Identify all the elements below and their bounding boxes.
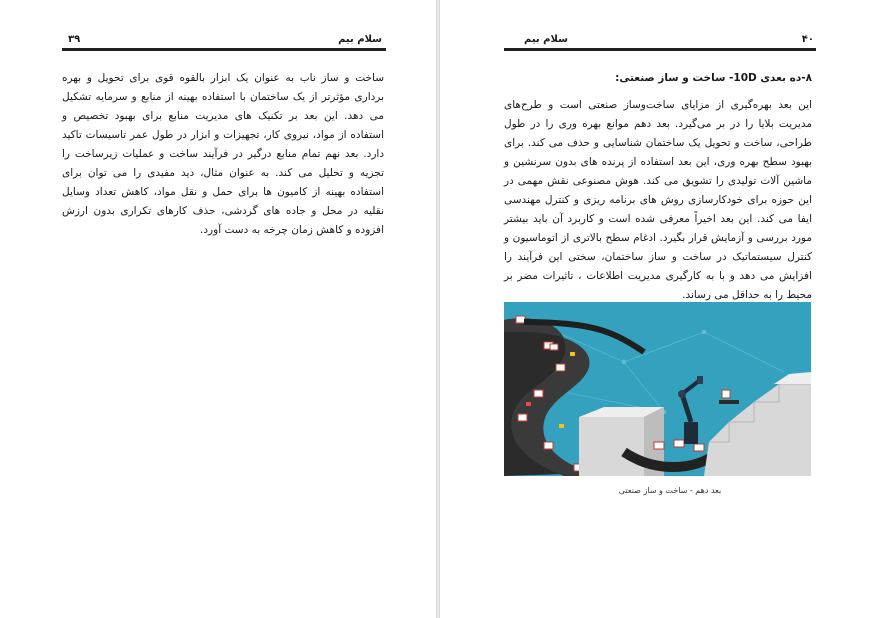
right-header-rule — [504, 48, 816, 51]
left-page-number: ۳۹ — [68, 34, 81, 45]
left-header-rule — [62, 48, 386, 51]
right-header-title: سلام بیم — [524, 34, 568, 45]
right-page-number: ۴۰ — [801, 34, 814, 45]
right-page — [440, 0, 874, 618]
left-body-paragraph: ساخت و ساز ناب به عنوان یک ابزار بالقوه قوی برای تحویل و بهره برداری مؤثرتر از یک ساختمان با استفاده بهینه از منابع و سرمایه تشکیل می دهد. این بعد بر تکنیک های مدیریت منابع برای بهبود تخصیص و استفاده از مواد، نیروی کار، تجهیزات و ابزار در طول عمر تاسیسات تاکید دارد. بعد نهم تمام منابع درگیر در فرآیند ساخت و عملیات زیرساخت را تجزیه و تحلیل می کند. به عنوان مثال، دید مفیدی را می توان برای استفاده بهینه از کامیون ها برای حمل و نقل مواد، کاهش تعداد وسایل نقلیه در محل و جاده های گردشی، حذف کارهای تکراری بدون ارزش افزوده و کاهش زمان چرخه به دست آورد. — [62, 72, 384, 236]
left-page-header — [62, 34, 386, 48]
factory-illustration-svg — [504, 302, 811, 476]
right-body-paragraph: این بعد بهره‌گیری از مزایای ساخت‌وساز صنعتی است و طرح‌های مدیریت بلایا را در بر می‌گیرد. بعد دهم موانع بهره وری را در طول طراحی، ساخت و تحویل یک ساختمان شناسایی و حذف می کند. برای بهبود سطح بهره وری، این بعد استفاده از پرنده های بدون سرنشین و ماشین آلات تولیدی را تشویق می کند. هوش مصنوعی نقش مهمی در این حوزه برای خودکارسازی روش های برنامه ریزی و کنترل مهندسی ایفا می کند. این بعد اخیراً معرفی شده است و کاربرد آن باید بیشتر مورد بررسی و آزمایش قرار بگیرد. ادغام سطح بالاتری از اتوماسیون و کنترل سیستماتیک در ساخت و ساز ساختمان، سختی این فرآیند را افزایش می دهد و با به کارگیری مدیریت اطلاعات ، تاثیرات مضر بر محیط را به حداقل می رساند. — [504, 99, 812, 301]
left-page — [0, 0, 436, 618]
section-title: ۸-ده بعدی 10D- ساخت و ساز صنعتی: — [615, 72, 812, 84]
right-page-header — [504, 34, 816, 48]
left-header-title: سلام بیم — [338, 34, 382, 45]
figure-caption: بعد دهم - ساخت و ساز صنعتی — [618, 486, 722, 495]
industrial-construction-illustration — [504, 302, 811, 476]
factory-block-left — [579, 417, 644, 476]
